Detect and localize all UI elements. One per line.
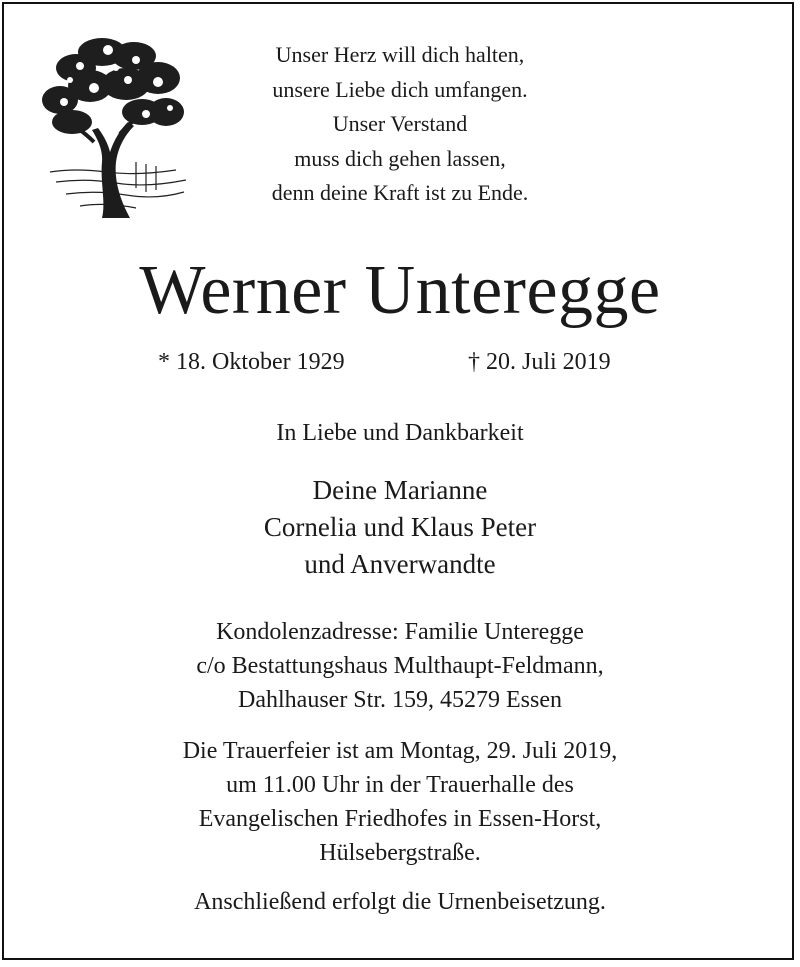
poem-line: muss dich gehen lassen, bbox=[294, 145, 506, 171]
family-line: Deine Marianne bbox=[312, 475, 488, 505]
family-line: und Anverwandte bbox=[304, 549, 496, 579]
thanks-line: In Liebe und Dankbarkeit bbox=[276, 420, 524, 446]
poem-line: unsere Liebe dich umfangen. bbox=[272, 76, 528, 102]
service-line: um 11.00 Uhr in der Trauerhalle des bbox=[226, 772, 574, 798]
service-line: Evangelischen Friedhofes in Essen-Horst, bbox=[198, 806, 602, 832]
family-line: Cornelia und Klaus Peter bbox=[263, 512, 537, 542]
address-line: Kondolenzadresse: Familie Unteregge bbox=[216, 619, 584, 645]
service-line: Die Trauerfeier ist am Montag, 29. Juli 2019, bbox=[182, 738, 618, 764]
address-line: c/o Bestattungshaus Multhaupt-Feldmann, bbox=[196, 653, 604, 679]
service-line: Hülsebergstraße. bbox=[319, 840, 481, 866]
address-line: Dahlhauser Str. 159, 45279 Essen bbox=[238, 687, 562, 713]
birth-date: * 18. Oktober 1929 bbox=[158, 349, 345, 375]
poem-line: Unser Herz will dich halten, bbox=[275, 42, 525, 67]
deceased-name: Werner Unteregge bbox=[139, 252, 661, 329]
tree-icon bbox=[36, 22, 188, 222]
family-signatures bbox=[0, 472, 800, 583]
poem-line: Unser Verstand bbox=[332, 111, 468, 136]
condolence-address bbox=[0, 615, 800, 717]
funeral-service-info bbox=[0, 734, 800, 870]
closing-note: Anschließend erfolgt die Urnenbeisetzung. bbox=[194, 889, 606, 915]
poem bbox=[200, 38, 600, 211]
poem-line: denn deine Kraft ist zu Ende. bbox=[271, 180, 529, 205]
death-date: † 20. Juli 2019 bbox=[468, 349, 611, 375]
